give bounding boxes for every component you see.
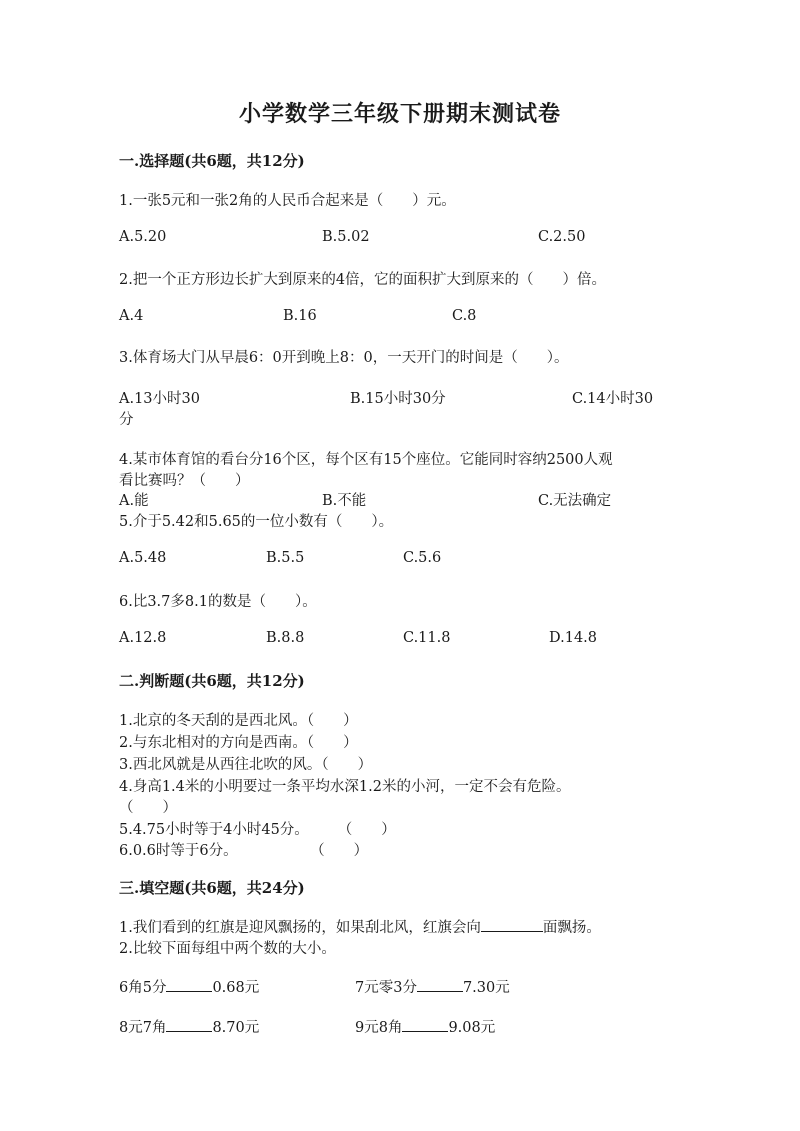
compare-left: 7元零3分 xyxy=(355,980,417,996)
statement-item: 5.4.75小时等于4小时45分。 （ ） xyxy=(119,822,396,838)
question-text: 1.一张5元和一张2角的人民币合起来是（ ）元。 xyxy=(119,193,456,209)
compare-left: 9元8角 xyxy=(355,1020,403,1036)
option-c: C.2.50 xyxy=(538,229,586,245)
compare-right: 0.68元 xyxy=(212,980,260,996)
compare-right: 9.08元 xyxy=(448,1020,496,1036)
option-a: A.能 xyxy=(119,493,149,509)
option-d: D.14.8 xyxy=(549,630,598,646)
compare-pair xyxy=(119,976,259,997)
statement-item-wrap: （ ） xyxy=(119,800,177,816)
fill-question-text: 面飘扬。 xyxy=(542,920,601,936)
compare-left: 8元7角 xyxy=(119,1020,167,1036)
question-text: 6.比3.7多8.1的数是（ ）。 xyxy=(119,594,317,610)
answer-blank[interactable] xyxy=(402,1017,448,1032)
option-b: B.5.02 xyxy=(322,229,370,245)
option-b: B.5.5 xyxy=(266,550,305,566)
option-a: A.5.20 xyxy=(119,229,167,245)
fill-question-text: 2.比较下面每组中两个数的大小。 xyxy=(119,941,336,957)
option-a-wrap: 分 xyxy=(119,412,134,428)
option-c: C.5.6 xyxy=(403,550,442,566)
statement-item: 2.与东北相对的方向是西南。（ ） xyxy=(119,735,358,751)
compare-pair xyxy=(119,1016,259,1037)
statement-item: 3.西北风就是从西往北吹的风。（ ） xyxy=(119,757,373,773)
compare-right: 8.70元 xyxy=(212,1020,260,1036)
option-c: C.14小时30 xyxy=(572,391,654,407)
option-c: C.8 xyxy=(452,308,477,324)
compare-pair xyxy=(355,976,510,997)
compare-right: 7.30元 xyxy=(462,980,510,996)
statement-item: 1.北京的冬天刮的是西北风。（ ） xyxy=(119,713,358,729)
option-a: A.13小时30 xyxy=(119,391,200,407)
section-heading-fill: 三.填空题(共6题，共24分) xyxy=(119,879,305,897)
option-a: A.5.48 xyxy=(119,550,167,566)
question-text: 2.把一个正方形边长扩大到原来的4倍，它的面积扩大到原来的（ ）倍。 xyxy=(119,272,607,288)
page-title: 小学数学三年级下册期末测试卷 xyxy=(238,101,561,127)
answer-blank[interactable] xyxy=(481,917,543,932)
option-a: A.4 xyxy=(119,308,144,324)
option-b: B.8.8 xyxy=(266,630,305,646)
statement-item: 6.0.6时等于6分。 （ ） xyxy=(119,843,369,859)
fill-question xyxy=(119,916,601,937)
option-c: C.无法确定 xyxy=(538,493,612,509)
option-a: A.12.8 xyxy=(119,630,167,646)
answer-blank[interactable] xyxy=(166,1017,212,1032)
section-heading-judgement: 二.判断题(共6题，共12分) xyxy=(119,672,305,690)
question-text: 5.介于5.42和5.65的一位小数有（ ）。 xyxy=(119,514,394,530)
fill-question-text: 1.我们看到的红旗是迎风飘扬的，如果刮北风，红旗会向 xyxy=(119,920,481,936)
compare-left: 6角5分 xyxy=(119,980,167,996)
section-heading-choice: 一.选择题(共6题，共12分) xyxy=(119,152,305,170)
question-text-wrap: 看比赛吗？（ ） xyxy=(119,473,250,489)
answer-blank[interactable] xyxy=(417,977,463,992)
statement-item: 4.身高1.4米的小明要过一条平均水深1.2米的小河，一定不会有危险。 xyxy=(119,779,571,795)
question-text: 4.某市体育馆的看台分16个区，每个区有15个座位。它能同时容纳2500人观 xyxy=(119,452,613,468)
question-text: 3.体育场大门从早晨6：0开到晚上8：0，一天开门的时间是（ ）。 xyxy=(119,350,569,366)
option-b: B.不能 xyxy=(322,493,367,509)
answer-blank[interactable] xyxy=(166,977,212,992)
option-c: C.11.8 xyxy=(403,630,451,646)
option-b: B.15小时30分 xyxy=(350,391,446,407)
compare-pair xyxy=(355,1016,495,1037)
option-b: B.16 xyxy=(283,308,317,324)
